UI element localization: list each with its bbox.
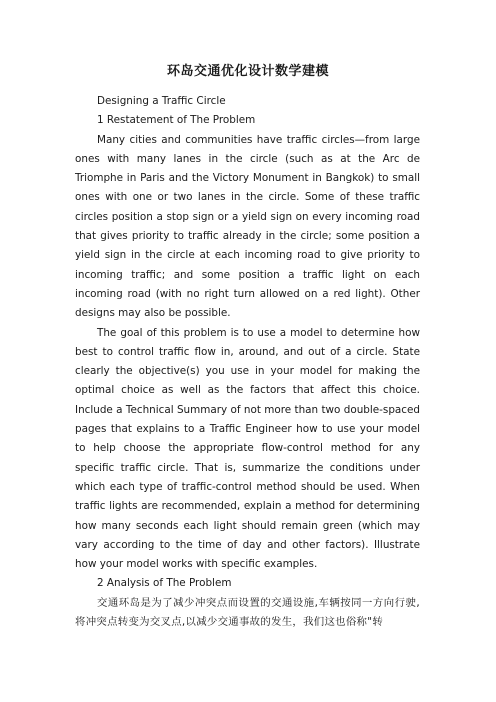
section-heading-analysis: 2 Analysis of The Problem: [97, 577, 232, 590]
paper-title-line: Designing a Traffic Circle: [97, 95, 226, 107]
document-body: [75, 92, 420, 632]
paragraph-analysis-chinese: 交通环岛是为了减少冲突点而设置的交通设施,车辆按同一方向行驶,将冲突点转变为交叉点,以减少交通事故的发生，我们这也俗称"转: [75, 596, 420, 629]
section-heading-restatement: 1 Restatement of The Problem: [97, 114, 256, 127]
paragraph-goal: The goal of this problem is to use a model to determine how best to control traffic flow in, around, and out of a circle. State clearly the objective(s) you use in your model for making the optimal choice as well as the factors that affect this choice. Include a Technical Summary of not more than two double-spaced pages that explains to a Traffic Engineer how to use your model to help choose the appropriate flow-control method for any specific traffic circle. That is, summarize the conditions under which each type of traffic-control method should be used. When traffic lights are recommended, explain a method for determining how many seconds each light should remain green (which may vary according to the time of day and other factors). Illustrate how your model works with specific examples.: [75, 326, 420, 571]
paragraph-traffic-circles: Many cities and communities have traffic circles—from large ones with many lanes in the circle (such as at the Arc de Triomphe in Paris and the Victory Monument in Bangkok) to small ones with one or two lanes in the circle. Some of these traffic circles position a stop sign or a yield sign on every incoming road that gives priority to traffic already in the circle; some position a yield sign in the circle at each incoming road to give priority to incoming traffic; and some position a traffic light on each incoming road (with no right turn allowed on a red light). Other designs may also be possible.: [75, 133, 420, 320]
document-title: 环岛交通优化设计数学建模: [166, 64, 329, 79]
